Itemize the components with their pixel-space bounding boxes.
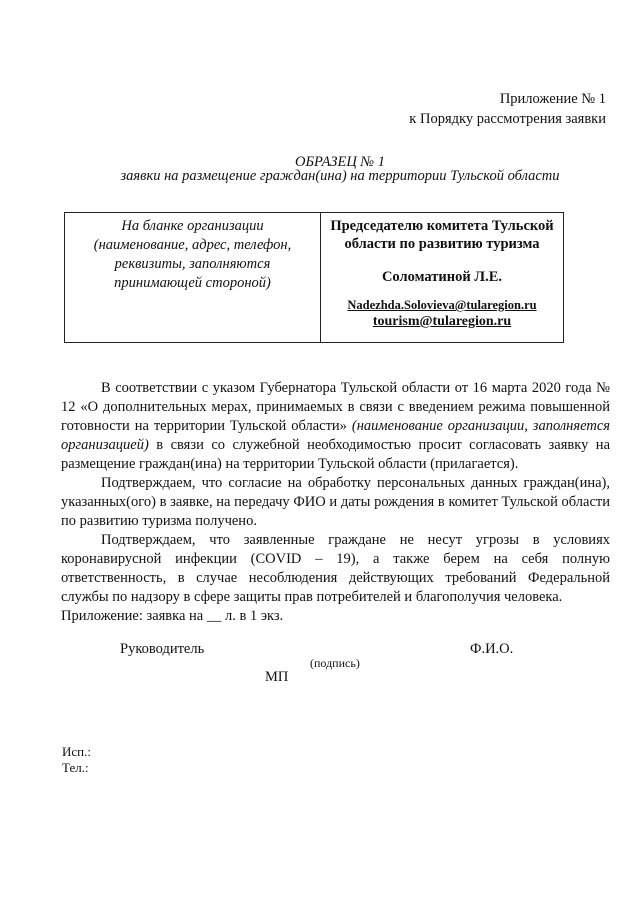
stamp-label: МП (265, 669, 289, 685)
letterhead-line: принимающей стороной) (114, 275, 271, 291)
paragraph-text: в связи со служебной необходимостью просит согласовать заявку на размещение граждан(ина) на территории Тульской области (прилагается). (61, 437, 610, 472)
recipient-line: Председателю комитета Тульской (330, 218, 554, 234)
letterhead-line: реквизиты, заполняются (114, 256, 271, 272)
fio-label: Ф.И.О. (470, 641, 514, 657)
order-line: к Порядку рассмотрения заявки (409, 111, 606, 127)
attachment-line: Приложение: заявка на __ л. в 1 экз. (61, 608, 284, 624)
paragraph-text: В соответствии с указом Губернатора Тульской области от 16 марта 2020 года № 12 «О дополнительных мерах, принимаемых в связи с введением режима повышенной готовности на территории Тульской области» (61, 380, 610, 434)
paragraph (61, 379, 610, 474)
recipient-line: области по развитию туризма (344, 236, 540, 252)
paragraph: Подтверждаем, что заявленные граждане не несут угрозы в условиях коронавирусной инфекции (COVID – 19), а также берем на себя полную ответственность, в случае несоблюдения действующих требований Федеральной службы по надзору в сфере защиты прав потребителей и благополучия человека. (61, 532, 610, 605)
address-box (64, 212, 564, 343)
executor-label: Исп.: (62, 744, 91, 759)
head-label: Руководитель (120, 641, 205, 657)
sample-subtitle: заявки на размещение граждан(ина) на территории Тульской области (120, 168, 560, 184)
letterhead-line: На бланке организации (121, 218, 264, 234)
signature-label: (подпись) (310, 656, 360, 670)
letter-body (61, 379, 610, 626)
sample-title: ОБРАЗЕЦ № 1 (295, 154, 385, 170)
paragraph-italic-note: (наименование организации, заполняется организацией) (61, 418, 610, 453)
recipient-block (321, 213, 563, 342)
paragraph: Подтверждаем, что согласие на обработку персональных данных граждан(ина), указанных(ого) в заявке, на передачу ФИО и даты рождения в комитет Тульской области по развитию туризма получено. (61, 475, 610, 529)
appendix-line: Приложение № 1 (499, 91, 606, 107)
email-link[interactable]: Nadezhda.Solovieva@tularegion.ru (347, 298, 537, 312)
recipient-name: Соломатиной Л.Е. (381, 269, 503, 285)
email-link[interactable]: tourism@tularegion.ru (372, 314, 512, 329)
letterhead-note (65, 213, 321, 342)
letterhead-line: (наименование, адрес, телефон, (93, 237, 292, 253)
phone-label: Тел.: (62, 760, 89, 775)
